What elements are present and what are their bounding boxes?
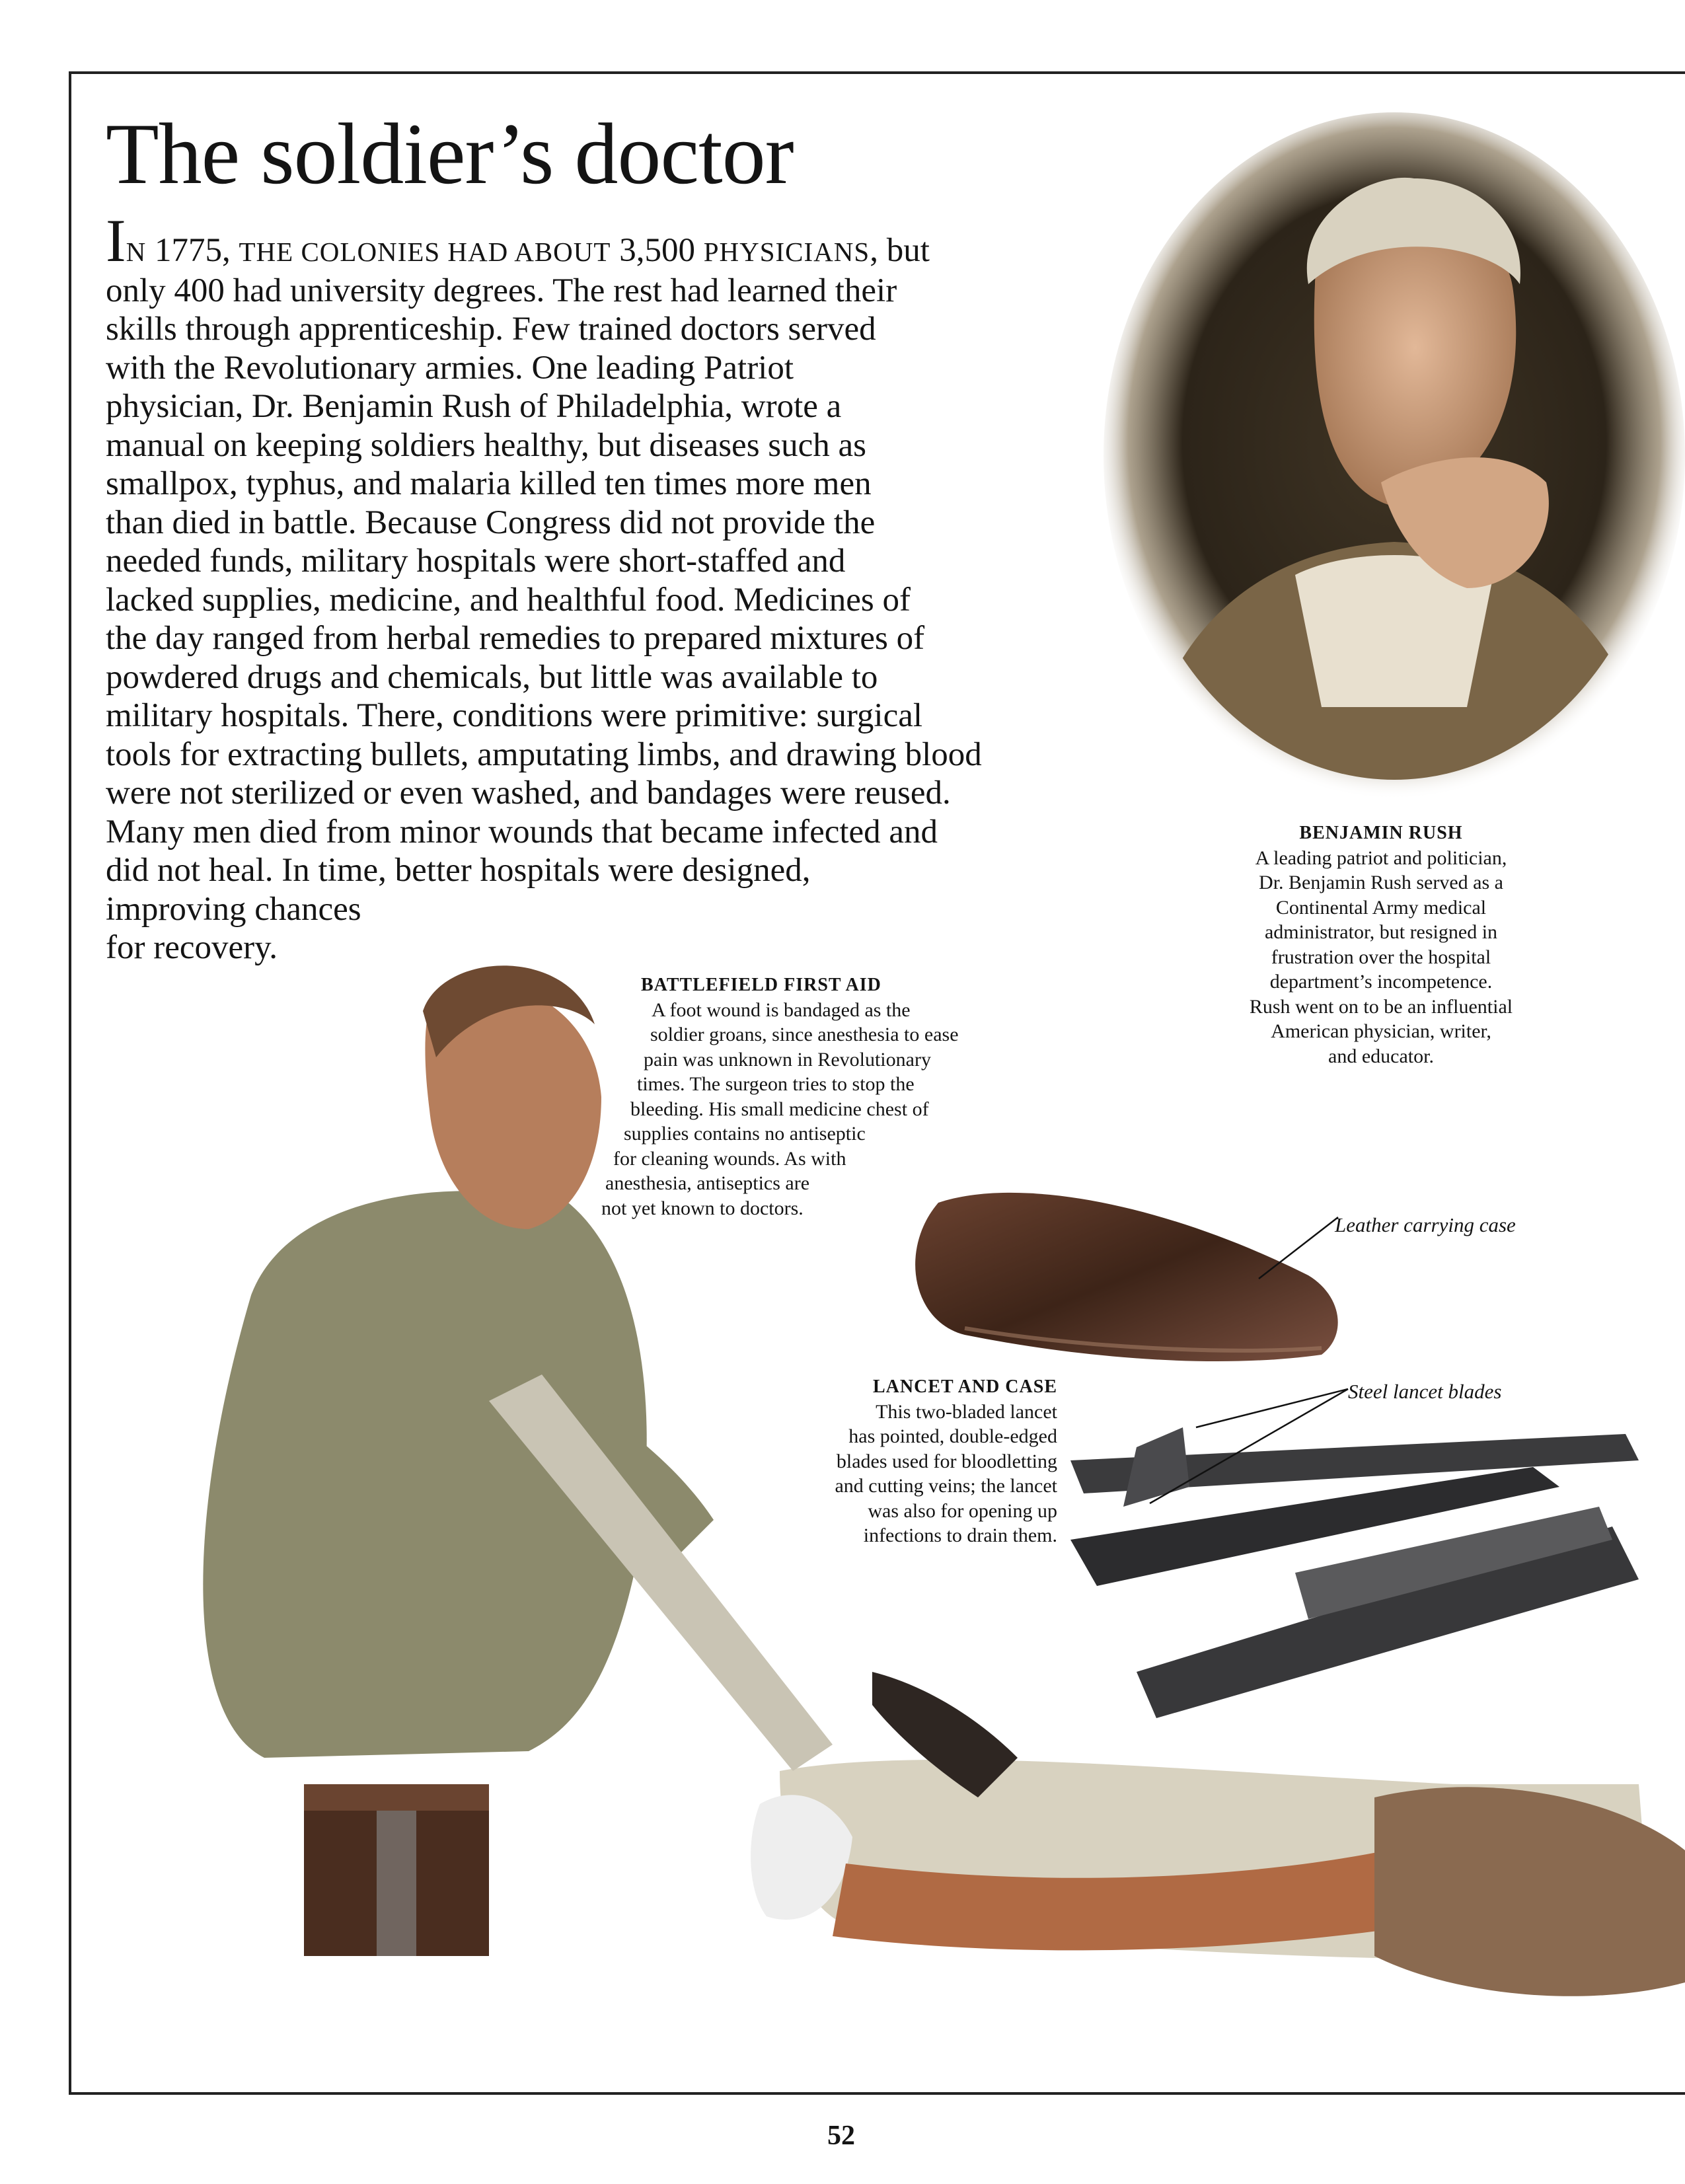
caption-line: and educator.: [1328, 1045, 1434, 1067]
intro-line: military hospitals. There, conditions were primitive: surgical: [106, 697, 923, 734]
intro-line: physician, Dr. Benjamin Rush of Philadelphia, wrote a: [106, 388, 842, 425]
intro-number: 3,500: [611, 232, 704, 269]
intro-line: lacked supplies, medicine, and healthful food. Medicines of: [106, 581, 911, 619]
intro-line: were not sterilized or even washed, and bandages were reused.: [106, 774, 951, 811]
caption-heading: BENJAMIN RUSH: [1299, 823, 1463, 843]
caption-line: for cleaning wounds. As with: [613, 1147, 846, 1170]
intro-line: Many men died from minor wounds that became infected and: [106, 813, 938, 850]
caption-line: Rush went on to be an influential: [1249, 995, 1513, 1018]
caption-line: anesthesia, antiseptics are: [605, 1172, 810, 1194]
caption-line: and cutting veins; the lancet: [835, 1475, 1057, 1497]
caption-line: A foot wound is bandaged as the: [652, 998, 911, 1021]
drop-cap: I: [106, 207, 126, 274]
caption-line: This two-bladed lancet: [876, 1400, 1057, 1423]
caption-heading: LANCET AND CASE: [873, 1376, 1057, 1397]
caption-line: Dr. Benjamin Rush served as a: [1259, 872, 1503, 893]
caption-line: frustration over the hospital: [1271, 946, 1491, 968]
intro-line: , but: [870, 232, 930, 269]
caption-line: A leading patriot and politician,: [1255, 847, 1507, 869]
intro-line: tools for extracting bullets, amputating limbs, and drawing blood: [106, 735, 982, 773]
caption-line: soldier groans, since anesthesia to ease: [650, 1024, 959, 1045]
intro-paragraph: [106, 207, 1150, 967]
intro-line: smallpox, typhus, and malaria killed ten times more men: [106, 465, 872, 502]
caption-line: American physician, writer,: [1271, 1020, 1491, 1042]
page-title: The soldier’s doctor: [106, 105, 794, 202]
blades-label: Steel lancet blades: [1348, 1380, 1502, 1403]
page-number: 52: [827, 2121, 855, 2151]
intro-small-caps-1: N: [126, 237, 147, 267]
intro-line: improving chances: [106, 890, 361, 928]
caption-line: times. The surgeon tries to stop the: [637, 1073, 915, 1095]
intro-small-caps-2: THE COLONIES HAD ABOUT: [239, 237, 611, 267]
case-label: Leather carrying case: [1335, 1213, 1516, 1236]
benjamin-rush-portrait: [1097, 112, 1685, 800]
caption-heading: BATTLEFIELD FIRST AID: [641, 975, 881, 995]
surgeon-illustration: [66, 925, 1685, 2095]
intro-line: powdered drugs and chemicals, but little was available to: [106, 658, 878, 696]
intro-line: skills through apprenticeship. Few trained doctors served: [106, 311, 876, 348]
intro-year: 1775,: [146, 232, 239, 269]
intro-line: than died in battle. Because Congress did not provide the: [106, 504, 876, 541]
caption-line: was also for opening up: [868, 1499, 1057, 1522]
intro-line: manual on keeping soldiers healthy, but diseases such as: [106, 426, 867, 464]
intro-line: only 400 had university degrees. The rest had learned their: [106, 272, 897, 309]
caption-line: department’s incompetence.: [1269, 971, 1493, 993]
intro-line: needed funds, military hospitals were short-staffed and: [106, 543, 846, 580]
intro-line: did not heal. In time, better hospitals were designed,: [106, 852, 811, 889]
intro-line: with the Revolutionary armies. One leading Patriot: [106, 349, 794, 387]
intro-line: for recovery.: [106, 929, 278, 966]
caption-line: bleeding. His small medicine chest of: [630, 1098, 929, 1120]
caption-line: Continental Army medical: [1275, 896, 1487, 919]
caption-line: administrator, but resigned in: [1264, 921, 1498, 943]
caption-line: supplies contains no antiseptic: [624, 1123, 866, 1145]
caption-line: not yet known to doctors.: [601, 1197, 804, 1219]
intro-line: the day ranged from herbal remedies to prepared mixtures of: [106, 620, 925, 657]
caption-line: has pointed, double-edged: [848, 1425, 1057, 1447]
caption-line: pain was unknown in Revolutionary: [644, 1048, 931, 1071]
intro-small-caps-3: PHYSICIANS: [703, 237, 870, 267]
caption-line: blades used for bloodletting: [836, 1450, 1057, 1472]
caption-line: infections to drain them.: [863, 1525, 1057, 1546]
